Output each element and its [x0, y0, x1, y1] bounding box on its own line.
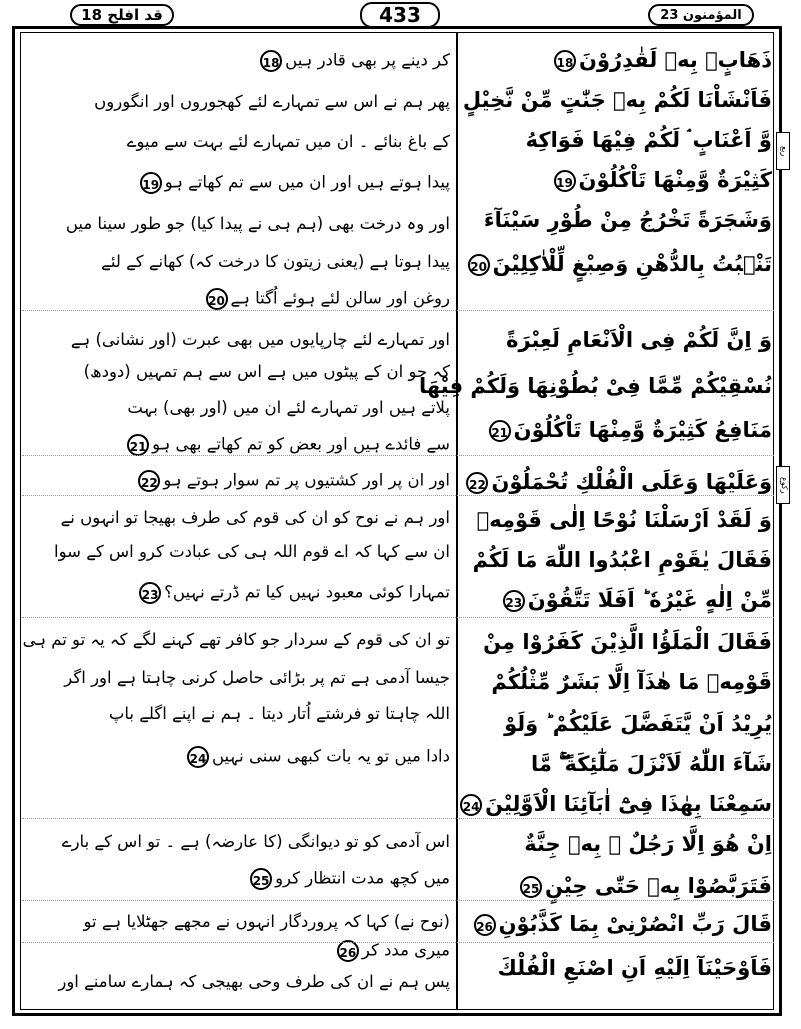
arabic-line	[491, 670, 772, 694]
arabic-line	[504, 712, 772, 736]
arabic-line	[457, 792, 772, 816]
arabic-line	[471, 912, 772, 936]
arabic-line-text: يُرِيْدُ اَنْ يَّتَفَضَّلَ عَلَيْكُمْ ؕ وَلَوْ	[504, 712, 772, 736]
arabic-line	[477, 508, 772, 532]
arabic-line	[463, 88, 772, 112]
juz-label: قد افلح 18	[70, 4, 174, 26]
urdu-line	[127, 398, 450, 417]
urdu-line-text: تو ان کی قوم کے سردار جو کافر تھے کہنے لگے کہ یہ تو تم ہی	[22, 630, 450, 649]
urdu-line	[124, 434, 450, 456]
urdu-line	[62, 832, 450, 851]
arabic-line	[500, 588, 772, 612]
urdu-line-text: سے فائدے ہیں اور بعض کو تم کھاتے بھی ہو	[152, 434, 450, 454]
arabic-line	[463, 470, 772, 494]
verse-separator	[22, 495, 774, 496]
arabic-line	[524, 832, 772, 856]
urdu-line-text: پلاتے ہیں اور تمہارے لئے ان میں (اور بھی) بہت	[127, 398, 450, 417]
verse-separator	[22, 942, 774, 943]
urdu-line	[135, 470, 450, 492]
arabic-line-text: وَّ اَعْنَابٍ ۘ لَكُمْ فِيْهَا فَوَاكِهُ	[525, 128, 772, 152]
arabic-line-text: فَاَوْحَيْنَآ اِلَيْهِ اَنِ اصْنَعِ الْفُلْكَ	[497, 956, 772, 980]
urdu-line	[101, 252, 450, 271]
surah-label: المؤمنون 23	[648, 4, 754, 26]
verse-number-marker: 20	[206, 288, 228, 310]
arabic-line-text: وَعَلَيْهَا وَعَلَى الْفُلْكِ تُحْمَلُوْنَ	[491, 470, 772, 494]
verse-number-marker: 22	[138, 470, 160, 492]
urdu-line-text: پھر ہم نے اس سے تمہارے لئے کھجوروں اور انگوروں	[94, 92, 450, 111]
arabic-line	[531, 752, 772, 777]
verse-separator	[22, 900, 774, 901]
urdu-line	[184, 746, 450, 768]
arabic-line-text: اِنْ هُوَ اِلَّا رَجُلٌ ۢ بِهٖ جِنَّةٌ	[524, 832, 772, 856]
urdu-line-text: روغن اور سالن لئے ہوئے اُگتا ہے	[230, 288, 450, 308]
verse-number-marker: 20	[468, 254, 490, 276]
arabic-line-text: وَ اِنَّ لَكُمْ فِى الْاَنْعَامِ لَعِبْرَةً	[506, 328, 772, 352]
arabic-line-text: كَثِيْرَةٌ وَّمِنْهَا تَاْكُلُوْنَ	[578, 168, 772, 192]
ruku-marker: ركوع	[776, 466, 790, 504]
verse-number-marker: 26	[337, 940, 359, 962]
urdu-line-text: اللہ چاہتا تو فرشتے اُتار دیتا ۔ ہم نے اپنے اگلے باپ	[108, 704, 450, 723]
verse-separator	[22, 617, 774, 618]
verse-number-marker: 23	[503, 590, 525, 612]
page-number: 433	[360, 2, 440, 28]
urdu-line-text: کے باغ بنائے ۔ ان میں تمہارے لئے بہت سے میوے	[126, 132, 450, 151]
arabic-line-text: شَآءَ اللّٰهُ لَاَنْزَلَ مَلٰٓئِكَةً ۖۚ مَّا	[531, 752, 772, 776]
urdu-line	[23, 630, 450, 649]
urdu-line-text: اور ہم نے نوح کو ان کی قوم کی طرف بھیجا تو انہوں نے	[60, 508, 450, 527]
verse-number-marker: 19	[554, 170, 576, 192]
urdu-line	[257, 50, 450, 72]
urdu-line	[136, 582, 450, 604]
urdu-line	[109, 704, 450, 723]
verse-number-marker: 18	[554, 50, 576, 72]
urdu-line-text: پس ہم نے ان کی طرف وحی بھیجی کہ ہمارے سامنے اور	[58, 972, 450, 991]
urdu-line	[66, 214, 450, 233]
arabic-line	[526, 128, 772, 153]
arabic-line-text: فَتَرَبَّصُوْا بِهٖ حَتّٰى حِيْنٍ	[544, 874, 772, 898]
arabic-line	[498, 956, 772, 980]
arabic-line	[473, 548, 772, 572]
urdu-line	[71, 330, 450, 349]
urdu-line-text: اور تمہارے لئے چارپایوں میں بھی عبرت (اور نشانی) ہے	[70, 330, 450, 349]
arabic-line-text: وَ لَقَدْ اَرْسَلْنَا نُوْحًا اِلٰى قَوْمِهٖ	[476, 508, 772, 532]
arabic-line-text: نُسْقِيْكُمْ مِّمَّا فِىْ بُطُوْنِهَا وَلَكُمْ فِيْهَا	[419, 374, 772, 398]
urdu-line	[84, 362, 450, 381]
urdu-line	[54, 542, 450, 561]
urdu-line-text: دادا میں تو یہ بات کبھی سنی نہیں	[211, 746, 450, 766]
verse-number-marker: 26	[474, 914, 496, 936]
arabic-line	[484, 208, 772, 232]
urdu-line-text: اور ان پر اور کشتیوں پر تم سوار ہوتے ہو	[163, 470, 450, 490]
urdu-line-text: میں کچھ مدت انتظار کرو	[275, 868, 450, 888]
arabic-line-text: فَقَالَ الْمَلَؤُا الَّذِيْنَ كَفَرُوْا مِنْ	[483, 630, 772, 654]
verse-number-marker: 18	[260, 50, 282, 72]
urdu-line-text: ان سے کہا کہ اے قوم اللہ ہی کی عبادت کرو اس کے سوا	[54, 542, 450, 561]
urdu-line	[61, 508, 450, 527]
verse-number-marker: 25	[520, 876, 542, 898]
urdu-line-text: (نوح نے) کہا کہ پروردگار انہوں نے مجھے جھٹلایا ہے تو	[83, 912, 450, 931]
urdu-line	[203, 288, 450, 310]
arabic-line-text: قَالَ رَبِّ انْصُرْنِىْ بِمَا كَذَّبُوْنِ	[498, 912, 772, 936]
urdu-line-text: کہ جو ان کے پیٹوں میں ہے اس سے ہم تمہیں (دودھ)	[83, 362, 450, 381]
arabic-line-text: قَوْمِهٖ مَا هٰذَآ اِلَّا بَشَرٌ مِّثْلُكُمْ	[491, 670, 772, 694]
urdu-line-text: کر دینے پر بھی قادر ہیں	[285, 50, 450, 70]
arabic-line-text: فَاَنْشَاْنَا لَكُمْ بِهٖ جَنّٰتٍ مِّنْ نَّخِيْلٍ	[462, 88, 772, 112]
urdu-line	[94, 92, 450, 111]
urdu-line-text: تمہارا کوئی معبود نہیں کیا تم ڈرتے نہیں؟	[164, 582, 450, 602]
arabic-line-text: سَمِعْنَا بِهٰذَا فِىْٓ اٰبَآئِنَا الْاَوَّلِيْنَ	[485, 792, 772, 816]
urdu-line	[58, 972, 450, 991]
arabic-line-text: فَقَالَ يٰقَوْمِ اعْبُدُوا اللّٰهَ مَا لَكُمْ	[472, 548, 772, 572]
arabic-line-text: ذَهَابٍۭ بِهٖ لَقٰدِرُوْنَ	[579, 48, 772, 72]
arabic-line	[551, 168, 772, 192]
verse-separator	[22, 818, 774, 819]
urdu-line-text: اور وہ درخت بھی (ہم ہی نے پیدا کیا) جو طور سینا میں	[65, 214, 450, 233]
verse-number-marker: 22	[466, 472, 488, 494]
arabic-line-text: وَشَجَرَةً تَخْرُجُ مِنْ طُوْرِ سَيْنَآءَ	[483, 208, 772, 232]
urdu-line-text: پیدا ہوتے ہیں اور ان میں سے تم کھاتے ہو	[164, 172, 450, 192]
urdu-line-text: پیدا ہوتا ہے (یعنی زیتون کا درخت کہ) کھانے کے لئے	[101, 252, 450, 271]
column-divider	[456, 33, 458, 1009]
urdu-line-text: جیسا آدمی ہے تم پر بڑائی حاصل کرنی چاہتا ہے اور اگر	[64, 668, 450, 687]
urdu-line	[137, 172, 450, 194]
verse-number-marker: 21	[489, 420, 511, 442]
rub-marker: ربع	[776, 132, 790, 170]
verse-number-marker: 21	[127, 434, 149, 456]
arabic-line	[517, 874, 772, 898]
urdu-line	[247, 868, 450, 890]
verse-number-marker: 24	[187, 746, 209, 768]
arabic-line	[483, 630, 772, 654]
urdu-line-text: میری مدد کر	[361, 940, 450, 960]
verse-separator	[22, 455, 774, 456]
verse-separator	[22, 310, 774, 311]
arabic-line	[551, 48, 772, 72]
verse-number-marker: 19	[140, 172, 162, 194]
arabic-line	[506, 328, 772, 352]
arabic-line	[419, 374, 772, 398]
verse-number-marker: 25	[250, 868, 272, 890]
verse-number-marker: 23	[139, 582, 161, 604]
arabic-line-text: تَنْۢبُتُ بِالدُّهْنِ وَصِبْغٍ لِّلْاٰكِلِيْنَ	[492, 252, 772, 276]
arabic-line	[465, 252, 772, 276]
urdu-line	[334, 940, 450, 962]
urdu-line-text: اس آدمی کو تو دیوانگی (کا عارضہ) ہے ۔ تو اس کے بارے	[61, 832, 450, 851]
verse-number-marker: 24	[460, 794, 482, 816]
urdu-line	[127, 132, 450, 151]
urdu-line	[84, 912, 450, 931]
arabic-line-text: مِّنْ اِلٰهٍ غَيْرُهٗ ؕ اَفَلَا تَتَّقُوْنَ	[527, 588, 772, 612]
arabic-line-text: مَنَافِعُ كَثِيْرَةٌ وَّمِنْهَا تَاْكُلُوْنَ	[513, 418, 772, 442]
arabic-line	[486, 418, 772, 442]
urdu-line	[64, 668, 450, 687]
